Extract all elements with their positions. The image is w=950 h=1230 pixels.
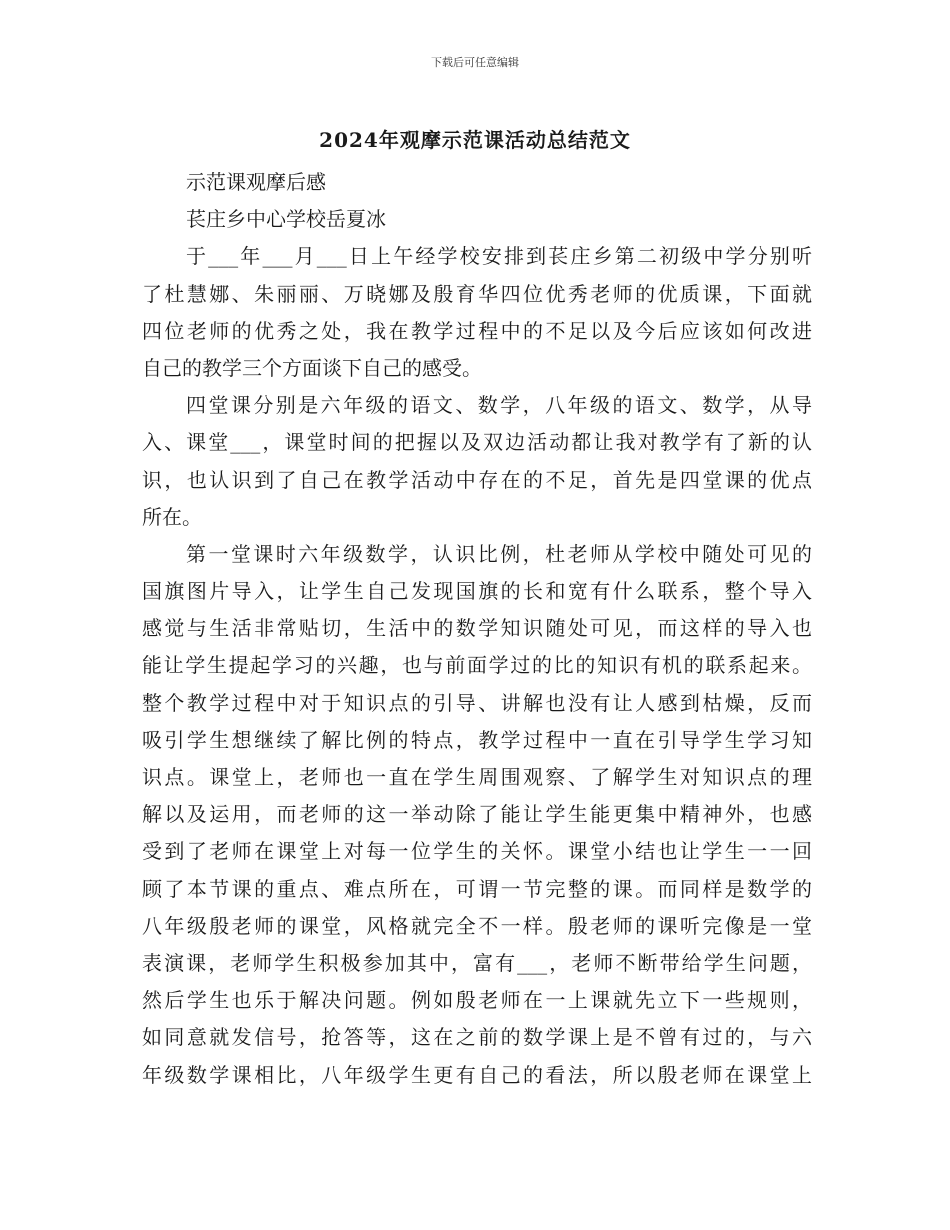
body-text-line: 然后学生也乐于解决问题。例如殷老师在一上课就先立下一些规则，	[142, 988, 812, 1013]
body-text-line: 示范课观摩后感	[186, 170, 326, 194]
document-body	[142, 164, 812, 1094]
body-text-line: 所在。	[142, 504, 202, 529]
body-text-line: 四堂课分别是六年级的语文、数学，八年级的语文、数学，从导	[186, 393, 812, 418]
document-title: 2024年观摩示范课活动总结范文	[319, 128, 631, 152]
page-header-note: 下载后可任意编辑	[431, 56, 519, 69]
body-text-line: 受到了老师在课堂上对每一位学生的关怀。课堂小结也让学生一一回	[142, 839, 812, 864]
body-text-line: 第一堂课时六年级数学，认识比例，杜老师从学校中随处可见的	[186, 541, 812, 566]
body-text-line: 整个教学过程中对于知识点的引导、讲解也没有让人感到枯燥，反而	[142, 690, 812, 715]
body-text-line: 八年级殷老师的课堂，风格就完全不一样。殷老师的课听完像是一堂	[142, 913, 812, 938]
body-text-line: 了杜慧娜、朱丽丽、万晓娜及殷育华四位优秀老师的优质课，下面就	[142, 281, 812, 306]
body-text-line: 于___年___月___日上午经学校安排到苌庄乡第二初级中学分别听	[186, 244, 812, 269]
body-text-line: 能让学生提起学习的兴趣，也与前面学过的比的知识有机的联系起来。	[142, 653, 812, 678]
body-text-line: 年级数学课相比，八年级学生更有自己的看法，所以殷老师在课堂上	[142, 1062, 812, 1087]
body-text-line: 如同意就发信号，抢答等，这在之前的数学课上是不曾有过的，与六	[142, 1025, 812, 1050]
body-text-line: 吸引学生想继续了解比例的特点，教学过程中一直在引导学生学习知	[142, 727, 812, 752]
body-text-line: 识，也认识到了自己在教学活动中存在的不足，首先是四堂课的优点	[142, 467, 812, 492]
body-text-line: 解以及运用，而老师的这一举动除了能让学生能更集中精神外，也感	[142, 802, 812, 827]
body-text-line: 苌庄乡中心学校岳夏冰	[186, 207, 386, 232]
body-text-line: 四位老师的优秀之处，我在教学过程中的不足以及今后应该如何改进	[142, 318, 812, 343]
body-text-line: 感觉与生活非常贴切，生活中的数学知识随处可见，而这样的导入也	[142, 616, 812, 641]
body-text-line: 自己的教学三个方面谈下自己的感受。	[142, 355, 482, 380]
body-text-line: 表演课，老师学生积极参加其中，富有___，老师不断带给学生问题，	[142, 950, 812, 975]
body-text-line: 识点。课堂上，老师也一直在学生周围观察、了解学生对知识点的理	[142, 765, 812, 789]
body-text-line: 国旗图片导入，让学生自己发现国旗的长和宽有什么联系，整个导入	[142, 579, 812, 604]
body-text-line: 顾了本节课的重点、难点所在，可谓一节完整的课。而同样是数学的	[142, 876, 812, 901]
body-text-line: 入、课堂___，课堂时间的把握以及双边活动都让我对教学有了新的认	[142, 430, 812, 455]
